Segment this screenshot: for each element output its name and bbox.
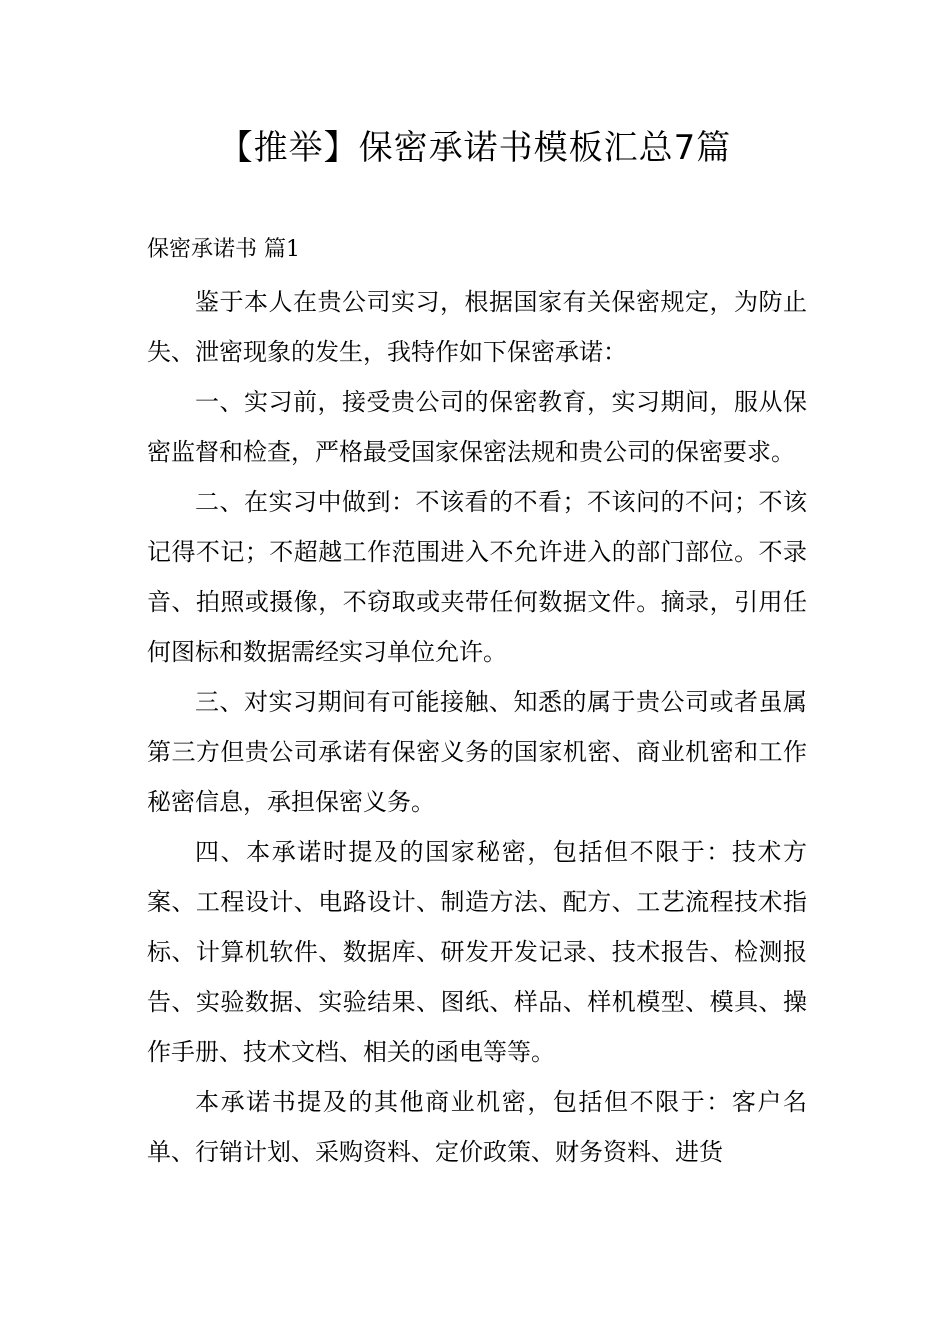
paragraph-clause-3: 三、对实习期间有可能接触、知悉的属于贵公司或者虽属第三方但贵公司承诺有保密义务的国家机密、商业机密和工作秘密信息，承担保密义务。 [147,688,807,816]
paragraph-commercial-secrets: 本承诺书提及的其他商业机密，包括但不限于：客户名单、行销计划、采购资料、定价政策、财务资料、进货 [147,1088,807,1166]
document-body [147,277,807,1177]
document-title: 【推举】保密承诺书模板汇总7篇 [218,128,732,168]
section-heading: 保密承诺书 篇1 [147,237,300,262]
paragraph-clause-4: 四、本承诺时提及的国家秘密，包括但不限于：技术方案、工程设计、电路设计、制造方法、配方、工艺流程技术指标、计算机软件、数据库、研发开发记录、技术报告、检测报告、实验数据、实验结果、图纸、样品、样机模型、模具、操作手册、技术文档、相关的函电等等。 [147,838,807,1066]
paragraph-clause-1: 一、实习前，接受贵公司的保密教育，实习期间，服从保密监督和检查，严格最受国家保密法规和贵公司的保密要求。 [147,388,807,466]
paragraph-clause-2: 二、在实习中做到：不该看的不看；不该问的不问；不该记得不记；不超越工作范围进入不允许进入的部门部位。不录音、拍照或摄像，不窃取或夹带任何数据文件。摘录，引用任何图标和数据需经实习单位允许。 [147,488,807,666]
paragraph-intro: 鉴于本人在贵公司实习，根据国家有关保密规定，为防止失、泄密现象的发生，我特作如下保密承诺： [147,288,807,366]
